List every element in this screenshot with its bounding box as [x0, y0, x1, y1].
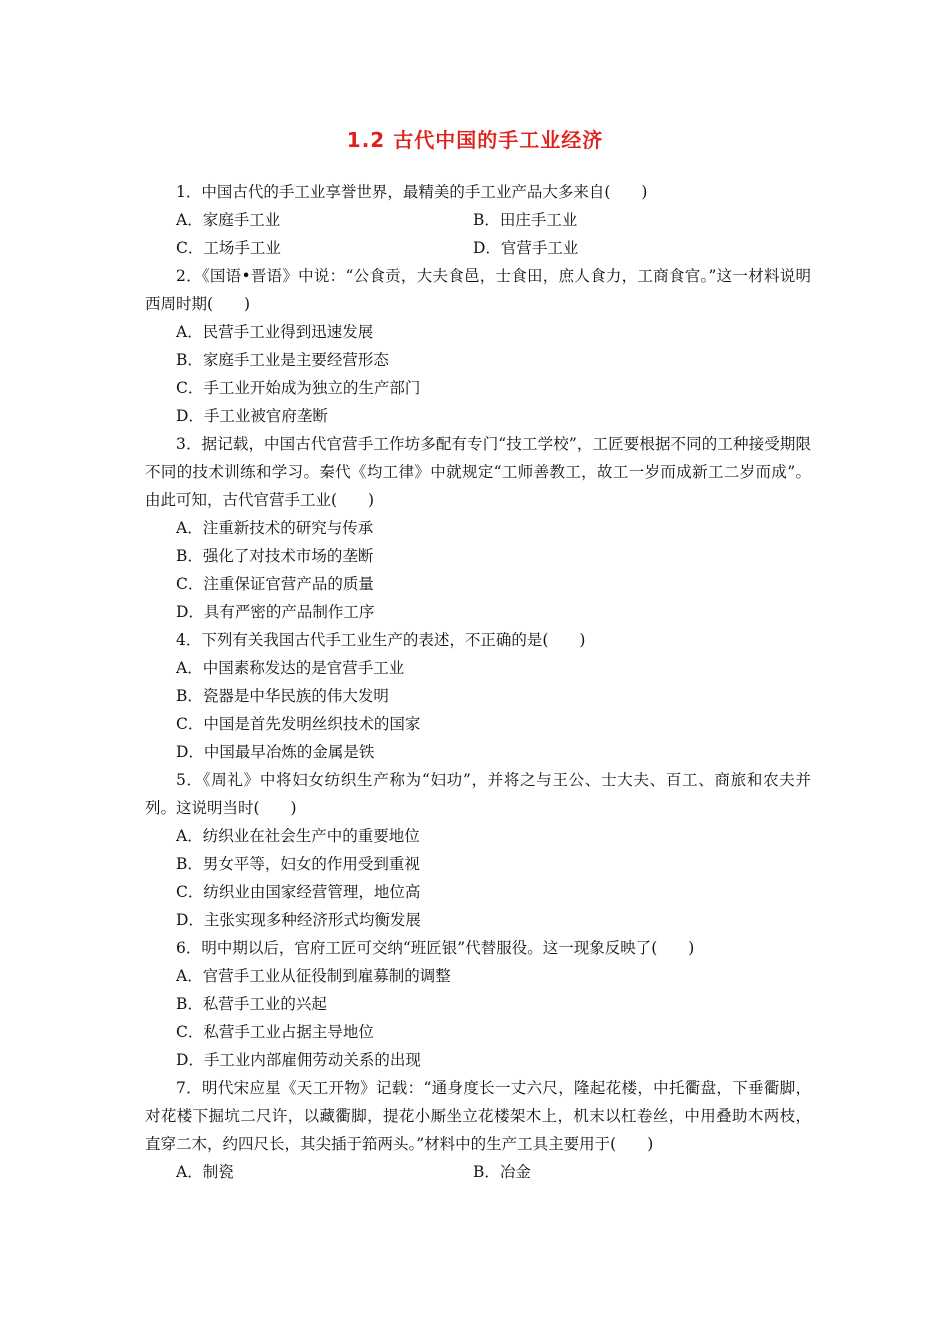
- option-d: D．主张实现多种经济形式均衡发展: [176, 911, 421, 929]
- question-4: [145, 626, 811, 766]
- option-a: A．中国素称发达的是官营手工业: [176, 659, 405, 677]
- question-stem: 4．下列有关我国古代手工业生产的表述，不正确的是( ): [176, 631, 586, 649]
- option-c: C．中国是首先发明丝织技术的国家: [176, 715, 421, 733]
- option-a: A．民营手工业得到迅速发展: [176, 323, 374, 341]
- option-d: D．手工业被官府垄断: [176, 407, 328, 425]
- option-c: C．私营手工业占据主导地位: [176, 1023, 374, 1041]
- question-stem: 7．明代宋应星《天工开物》记载：“通身度长一丈六尺，隆起花楼，中托衢盘，下垂衢脚，对花楼下掘坑二尺许，以藏衢脚，提花小厮坐立花楼架木上，机末以杠卷丝，中用叠助木两枝，直穿二木，约四尺长，其尖插于筘两头。”材料中的生产工具主要用于( ): [145, 1079, 811, 1153]
- question-5: [145, 766, 811, 934]
- option-b: B．强化了对技术市场的垄断: [176, 547, 374, 565]
- question-list: [145, 178, 811, 1186]
- option-d: D．具有严密的产品制作工序: [176, 603, 375, 621]
- question-2: [145, 262, 811, 430]
- page-title: 1.2 古代中国的手工业经济: [346, 128, 604, 152]
- option-b: B．私营手工业的兴起: [176, 995, 327, 1013]
- question-stem: 2．《国语•晋语》中说：“公食贡，大夫食邑，士食田，庶人食力，工商食官。”这一材料说明西周时期( ): [145, 267, 811, 313]
- question-7: [145, 1074, 811, 1186]
- option-b: B．瓷器是中华民族的伟大发明: [176, 687, 389, 705]
- option-row: [145, 234, 811, 262]
- option-b: B．家庭手工业是主要经营形态: [176, 351, 389, 369]
- option-c: C．纺织业由国家经营管理，地位高: [176, 883, 421, 901]
- option-b: B．男女平等，妇女的作用受到重视: [176, 855, 420, 873]
- option-a: A．官营手工业从征役制到雇募制的调整: [176, 967, 451, 985]
- question-6: [145, 934, 811, 1074]
- option-a: A．纺织业在社会生产中的重要地位: [176, 827, 420, 845]
- option-a: A．制瓷: [176, 1163, 234, 1181]
- option-d: D．中国最早冶炼的金属是铁: [176, 743, 375, 761]
- option-a: A．注重新技术的研究与传承: [176, 519, 374, 537]
- question-stem: 1．中国古代的手工业享誉世界，最精美的手工业产品大多来自( ): [176, 183, 648, 201]
- option-d: D．手工业内部雇佣劳动关系的出现: [176, 1051, 421, 1069]
- question-stem: 5．《周礼》中将妇女纺织生产称为“妇功”，并将之与王公、士大夫、百工、商旅和农夫并列。这说明当时( ): [145, 771, 811, 817]
- question-3: [145, 430, 811, 626]
- option-d: D．官营手工业: [473, 239, 579, 257]
- option-c: C．注重保证官营产品的质量: [176, 575, 374, 593]
- option-b: B．田庄手工业: [473, 211, 578, 229]
- option-row: [145, 206, 811, 234]
- option-c: C．工场手工业: [176, 239, 281, 257]
- question-stem: 6．明中期以后，官府工匠可交纳“班匠银”代替服役。这一现象反映了( ): [176, 939, 695, 957]
- question-1: [145, 178, 811, 262]
- option-row: [145, 1158, 811, 1186]
- option-c: C．手工业开始成为独立的生产部门: [176, 379, 421, 397]
- option-b: B．冶金: [473, 1163, 531, 1181]
- question-stem: 3．据记载，中国古代官营手工作坊多配有专门“技工学校”，工匠要根据不同的工种接受期限不同的技术训练和学习。秦代《均工律》中就规定“工师善教工，故工一岁而成新工二岁而成”。由此可知，古代官营手工业( ): [145, 435, 811, 509]
- option-a: A．家庭手工业: [176, 211, 281, 229]
